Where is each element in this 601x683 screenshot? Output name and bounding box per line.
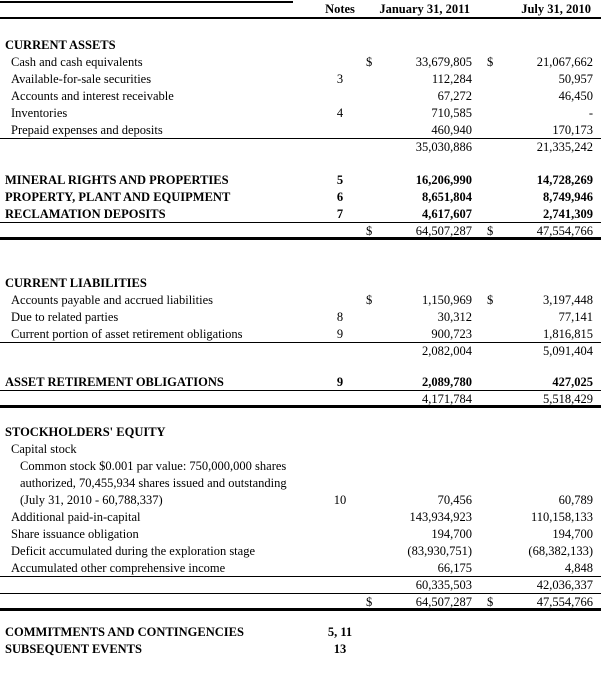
cell-val2: 60,789: [558, 493, 593, 507]
cell-val2: 42,036,337: [536, 578, 593, 592]
cell-pad: [595, 424, 601, 441]
cell-note: [318, 594, 362, 608]
header-col-january-31-2011: January 31, 2011: [379, 3, 470, 16]
cell-cur2: [474, 624, 500, 641]
cell-label: PROPERTY, PLANT AND EQUIPMENT: [5, 190, 231, 204]
cell-cur1: [362, 139, 380, 156]
cell-note: [318, 509, 362, 526]
cell-note: [318, 37, 362, 54]
cell-label: RECLAMATION DEPOSITS: [5, 207, 166, 221]
table-row: [0, 560, 601, 577]
cell-cur1: [362, 326, 380, 342]
cell-cur2: [474, 475, 500, 492]
cell-cur1: [362, 641, 380, 658]
cell-val2: 194,700: [552, 527, 593, 541]
spacer-row: [0, 408, 601, 424]
cell-pad: [595, 189, 601, 206]
cell-cur1: $: [366, 55, 373, 69]
cell-val1: 2,082,004: [422, 344, 472, 358]
cell-cur1: [362, 343, 380, 360]
cell-note: 8: [336, 310, 344, 324]
cell-val1: [380, 275, 474, 292]
cell-cur2: [474, 122, 500, 138]
cell-pad: [595, 292, 601, 309]
cell-pad: [595, 475, 601, 492]
cell-label: Share issuance obligation: [11, 527, 139, 541]
cell-pad: [595, 172, 601, 189]
cell-pad: [595, 71, 601, 88]
cell-note: 5: [336, 173, 344, 187]
cell-val1: 143,934,923: [409, 510, 472, 524]
cell-val2: 8,749,946: [543, 190, 593, 204]
cell-cur2: $: [487, 224, 494, 237]
table-row: [0, 577, 601, 594]
cell-val2: [500, 641, 595, 658]
cell-val1: 67,272: [437, 89, 472, 103]
cell-val2: 5,518,429: [543, 392, 593, 405]
cell-pad: [595, 594, 601, 608]
cell-label: Additional paid-in-capital: [11, 510, 141, 524]
cell-label: Inventories: [11, 106, 68, 120]
spacer-row: [0, 611, 601, 624]
cell-note: [318, 475, 362, 492]
cell-label: [0, 594, 318, 608]
cell-pad: [595, 139, 601, 156]
cell-pad: [595, 543, 601, 560]
spacer-row: [0, 156, 601, 172]
cell-pad: [595, 492, 601, 509]
table-row: [0, 543, 601, 560]
cell-val1: [380, 624, 474, 641]
cell-note: 9: [336, 375, 344, 389]
cell-note: [318, 577, 362, 593]
cell-note: [318, 54, 362, 71]
cell-cur1: [362, 189, 380, 206]
table-row: [0, 37, 601, 54]
table-row: [0, 641, 601, 658]
table-row: [0, 309, 601, 326]
cell-note: [318, 88, 362, 105]
cell-cur1: [362, 577, 380, 593]
cell-val2: [500, 424, 595, 441]
table-row: [0, 441, 601, 458]
cell-label: (July 31, 2010 - 60,788,337): [20, 493, 163, 507]
cell-cur2: [474, 343, 500, 360]
cell-val1: 194,700: [431, 527, 472, 541]
cell-label: STOCKHOLDERS' EQUITY: [5, 425, 166, 439]
cell-pad: [595, 343, 601, 360]
cell-cur1: [362, 122, 380, 138]
cell-val2: 47,554,766: [536, 224, 593, 237]
cell-pad: [595, 275, 601, 292]
cell-val1: 66,175: [437, 561, 472, 575]
cell-note: [318, 441, 362, 458]
cell-cur1: [362, 526, 380, 543]
cell-cur1: [362, 71, 380, 88]
table-row: [0, 424, 601, 441]
table-row: [0, 594, 601, 611]
cell-pad: [595, 624, 601, 641]
cell-label: [0, 577, 318, 593]
cell-cur2: [474, 374, 500, 390]
cell-cur2: [474, 492, 500, 509]
cell-val2: 47,554,766: [536, 595, 593, 608]
cell-val1: 33,679,805: [415, 55, 472, 69]
cell-label: Common stock $0.001 par value: 750,000,000 shares: [20, 459, 287, 473]
cell-note: [318, 458, 362, 475]
cell-val1: [380, 37, 474, 54]
table-header: [0, 3, 601, 19]
cell-cur2: $: [487, 595, 494, 608]
cell-label: authorized, 70,455,934 shares issued and outstanding: [20, 476, 287, 490]
cell-val1: 8,651,804: [422, 190, 472, 204]
cell-val2: 3,197,448: [543, 293, 593, 307]
cell-note: [318, 526, 362, 543]
cell-label: [0, 343, 318, 360]
cell-val2: 46,450: [558, 89, 593, 103]
cell-val2: 14,728,269: [536, 173, 593, 187]
cell-val1: 16,206,990: [415, 173, 472, 187]
cell-val2: 50,957: [558, 72, 593, 86]
cell-val2: 170,173: [552, 123, 593, 137]
cell-cur2: [474, 189, 500, 206]
cell-val1: 4,617,607: [422, 207, 472, 221]
table-row: [0, 391, 601, 408]
cell-val2: 5,091,404: [543, 344, 593, 358]
table-row: [0, 206, 601, 223]
cell-cur1: [362, 475, 380, 492]
cell-label: [0, 139, 318, 156]
cell-cur1: [362, 624, 380, 641]
cell-cur2: [474, 424, 500, 441]
cell-val1: 900,723: [431, 327, 472, 341]
table-row: [0, 189, 601, 206]
cell-val2: 1,816,815: [543, 327, 593, 341]
cell-val2: [500, 624, 595, 641]
cell-cur1: [362, 374, 380, 390]
cell-cur2: [474, 105, 500, 122]
cell-pad: [595, 54, 601, 71]
cell-cur1: $: [366, 224, 373, 237]
cell-cur1: [362, 509, 380, 526]
cell-cur2: [474, 172, 500, 189]
cell-val1: 2,089,780: [422, 375, 472, 389]
cell-val2: [500, 441, 595, 458]
cell-val1: 70,456: [437, 493, 472, 507]
cell-cur1: [362, 543, 380, 560]
table-row: [0, 105, 601, 122]
cell-val2: -: [588, 106, 593, 120]
cell-pad: [595, 326, 601, 342]
cell-label: ASSET RETIREMENT OBLIGATIONS: [5, 375, 224, 389]
cell-val2: 110,158,133: [530, 510, 593, 524]
cell-note: [318, 275, 362, 292]
table-row: [0, 223, 601, 240]
cell-val2: 21,335,242: [536, 140, 593, 154]
table-row: [0, 292, 601, 309]
cell-val1: 1,150,969: [422, 293, 472, 307]
cell-val1: [380, 424, 474, 441]
cell-pad: [595, 577, 601, 593]
cell-cur2: $: [487, 293, 494, 307]
table-row: [0, 526, 601, 543]
cell-val1: 30,312: [437, 310, 472, 324]
cell-pad: [595, 509, 601, 526]
cell-label: CURRENT ASSETS: [5, 38, 116, 52]
cell-cur1: [362, 391, 380, 405]
cell-val1: (83,930,751): [407, 544, 472, 558]
cell-pad: [595, 526, 601, 543]
cell-note: 10: [333, 493, 347, 507]
cell-label: Accumulated other comprehensive income: [11, 561, 226, 575]
cell-pad: [595, 223, 601, 237]
cell-note: 4: [336, 106, 344, 120]
cell-cur2: [474, 309, 500, 326]
cell-cur2: [474, 560, 500, 576]
cell-cur2: [474, 71, 500, 88]
cell-note: 3: [336, 72, 344, 86]
cell-cur1: $: [366, 595, 373, 608]
cell-label: COMMITMENTS AND CONTINGENCIES: [5, 625, 244, 639]
cell-label: Deficit accumulated during the exploration stage: [11, 544, 256, 558]
cell-label: SUBSEQUENT EVENTS: [5, 642, 142, 656]
spacer-row: [0, 19, 601, 37]
cell-note: [318, 223, 362, 237]
cell-val2: 2,741,309: [543, 207, 593, 221]
header-description-blank: [0, 3, 318, 17]
cell-cur1: [362, 172, 380, 189]
cell-pad: [595, 122, 601, 138]
cell-cur1: [362, 424, 380, 441]
cell-note: 6: [336, 190, 344, 204]
cell-val1: 35,030,886: [415, 140, 472, 154]
cell-note: 5, 11: [327, 625, 353, 639]
cell-cur1: [362, 88, 380, 105]
cell-note: [318, 139, 362, 156]
table-row: [0, 374, 601, 391]
table-body: [0, 19, 601, 658]
cell-val1: 64,507,287: [415, 595, 472, 608]
cell-val2: (68,382,133): [528, 544, 593, 558]
cell-label: [0, 223, 318, 237]
cell-note: 13: [333, 642, 347, 656]
cell-cur2: [474, 391, 500, 405]
cell-val1: [380, 458, 474, 475]
cell-cur1: [362, 275, 380, 292]
cell-cur1: [362, 492, 380, 509]
cell-val2: 427,025: [552, 375, 593, 389]
table-row: [0, 122, 601, 139]
cell-pad: [595, 441, 601, 458]
cell-pad: [595, 37, 601, 54]
table-row: [0, 88, 601, 105]
cell-label: Cash and cash equivalents: [11, 55, 143, 69]
cell-val2: [500, 458, 595, 475]
cell-val2: [500, 37, 595, 54]
cell-cur2: [474, 509, 500, 526]
table-row: [0, 172, 601, 189]
cell-cur2: [474, 275, 500, 292]
cell-val1: [380, 475, 474, 492]
table-row: [0, 71, 601, 88]
cell-label: Accounts payable and accrued liabilities: [11, 293, 214, 307]
cell-cur2: [474, 139, 500, 156]
table-row: [0, 275, 601, 292]
cell-cur2: [474, 641, 500, 658]
cell-label: Available-for-sale securities: [11, 72, 152, 86]
cell-cur1: [362, 458, 380, 475]
table-row: [0, 343, 601, 360]
cell-val2: 4,848: [564, 561, 593, 575]
cell-cur2: [474, 577, 500, 593]
cell-cur2: [474, 458, 500, 475]
cell-note: [318, 292, 362, 309]
cell-cur1: [362, 105, 380, 122]
spacer-row: [0, 240, 601, 275]
cell-label: Prepaid expenses and deposits: [11, 123, 163, 137]
cell-note: [318, 543, 362, 560]
cell-val1: [380, 441, 474, 458]
table-row: [0, 458, 601, 475]
cell-pad: [595, 105, 601, 122]
cell-val1: 4,171,784: [422, 392, 472, 405]
cell-cur2: [474, 206, 500, 222]
header-col-july-31-2010: July 31, 2010: [521, 3, 591, 16]
cell-pad: [595, 641, 601, 658]
cell-pad: [595, 391, 601, 405]
cell-label: Capital stock: [11, 442, 77, 456]
cell-cur2: $: [487, 55, 494, 69]
cell-val1: 64,507,287: [415, 224, 472, 237]
cell-note: [318, 122, 362, 138]
cell-note: 7: [336, 207, 344, 221]
cell-label: Current portion of asset retirement obligations: [11, 327, 243, 341]
table-row: [0, 54, 601, 71]
cell-cur2: [474, 88, 500, 105]
cell-note: [318, 343, 362, 360]
cell-pad: [595, 374, 601, 390]
cell-cur1: [362, 560, 380, 576]
cell-label: Due to related parties: [11, 310, 119, 324]
table-row: [0, 475, 601, 492]
cell-cur1: [362, 441, 380, 458]
cell-val2: [500, 475, 595, 492]
cell-val2: 21,067,662: [536, 55, 593, 69]
cell-val2: [500, 275, 595, 292]
cell-cur1: [362, 206, 380, 222]
cell-cur2: [474, 543, 500, 560]
cell-label: CURRENT LIABILITIES: [5, 276, 147, 290]
cell-cur2: [474, 526, 500, 543]
table-row: [0, 624, 601, 641]
cell-val1: 710,585: [431, 106, 472, 120]
cell-pad: [595, 309, 601, 326]
cell-label: [0, 391, 318, 405]
table-row: [0, 326, 601, 343]
table-row: [0, 492, 601, 509]
cell-val1: 60,335,503: [415, 578, 472, 592]
cell-cur1: $: [366, 293, 373, 307]
cell-label: Accounts and interest receivable: [11, 89, 174, 103]
cell-note: [318, 560, 362, 576]
cell-cur1: [362, 37, 380, 54]
table-row: [0, 139, 601, 156]
table-row: [0, 509, 601, 526]
cell-pad: [595, 88, 601, 105]
cell-val1: [380, 641, 474, 658]
cell-pad: [595, 560, 601, 576]
cell-cur2: [474, 37, 500, 54]
cell-cur1: [362, 309, 380, 326]
cell-label: MINERAL RIGHTS AND PROPERTIES: [5, 173, 229, 187]
cell-note: [318, 391, 362, 405]
spacer-row: [0, 360, 601, 374]
header-notes: Notes: [325, 3, 355, 16]
header-right-pad: [595, 3, 601, 17]
cell-val1: 112,284: [431, 72, 472, 86]
cell-val2: 77,141: [558, 310, 593, 324]
cell-pad: [595, 458, 601, 475]
cell-cur2: [474, 326, 500, 342]
cell-note: [318, 424, 362, 441]
cell-cur2: [474, 441, 500, 458]
cell-val1: 460,940: [431, 123, 472, 137]
cell-note: 9: [336, 327, 344, 341]
cell-pad: [595, 206, 601, 222]
